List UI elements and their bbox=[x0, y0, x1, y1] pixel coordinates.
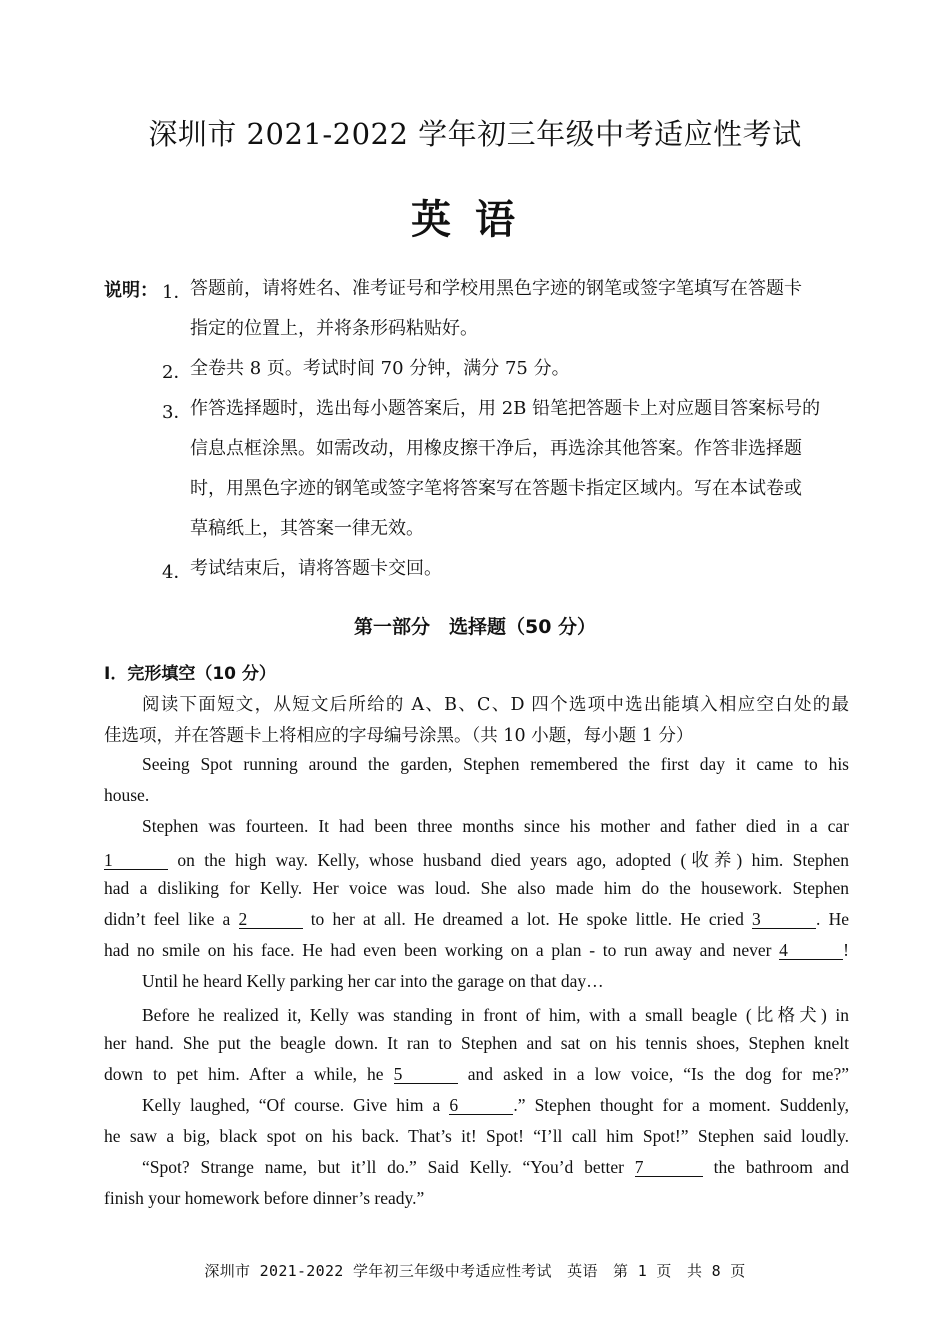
blank-4: 4 bbox=[779, 941, 843, 960]
passage-text: Kelly laughed, “Of course. Give him a bbox=[142, 1095, 450, 1115]
passage-text: . He bbox=[816, 909, 849, 929]
page-footer: 深圳市 2021-2022 学年初三年级中考适应性考试 英语 第 1 页 共 8 页 bbox=[204, 1262, 746, 1280]
passage-line: house. bbox=[104, 785, 150, 805]
passage-text: didn’t feel like a bbox=[104, 909, 239, 929]
passage-line: Seeing Spot running around the garden, Stephen remembered the first day it came to his bbox=[142, 754, 849, 774]
blank-6: 6 bbox=[449, 1096, 513, 1115]
instruction-line: 作答选择题时，选出每小题答案后，用 2B 铅笔把答题卡上对应题目答案标号的 bbox=[190, 398, 821, 419]
blank-5: 5 bbox=[394, 1065, 458, 1084]
passage-line bbox=[104, 1064, 849, 1085]
instruction-line: 信息点框涂黑。如需改动，用橡皮擦干净后，再选涂其他答案。作答非选择题 bbox=[190, 438, 802, 459]
passage-text: down to pet him. After a while, he bbox=[104, 1064, 394, 1084]
passage-line: he saw a big, black spot on his back. That’s it! Spot! “I’ll call him Spot!” Stephen said loudly. bbox=[104, 1126, 849, 1146]
passage-text: .” Stephen thought for a moment. Suddenly, bbox=[513, 1095, 849, 1115]
instruction-number: 3． bbox=[162, 402, 192, 423]
instruction-line: 草稿纸上，其答案一律无效。 bbox=[190, 518, 424, 539]
passage-line: had a disliking for Kelly. Her voice was loud. She also made him do the housework. Stephen bbox=[104, 878, 849, 898]
instruction-number: 4． bbox=[162, 562, 192, 583]
blank-2: 2 bbox=[239, 910, 303, 929]
exam-title: 深圳市 2021-2022 学年初三年级中考适应性考试 bbox=[148, 117, 802, 151]
passage-text: “Spot? Strange name, but it’ll do.” Said Kelly. “You’d better bbox=[142, 1157, 635, 1177]
passage-line bbox=[104, 940, 849, 961]
passage-line: her hand. She put the beagle down. It ran to Stephen and sat on his tennis shoes, Stephen knelt bbox=[104, 1033, 849, 1053]
passage-line: finish your homework before dinner’s ready.” bbox=[104, 1188, 425, 1208]
passage-line bbox=[104, 909, 849, 930]
blank-7: 7 bbox=[635, 1158, 703, 1177]
instruction-line: 时，用黑色字迹的钢笔或签字笔将答案写在答题卡指定区域内。写在本试卷或 bbox=[190, 478, 802, 499]
subject-title: 英语 bbox=[411, 197, 539, 243]
passage-text: and asked in a low voice, “Is the dog for me?” bbox=[457, 1064, 849, 1084]
part-heading: I．完形填空（10 分） bbox=[104, 664, 276, 684]
blank-1: 1 bbox=[104, 851, 168, 870]
passage-line bbox=[104, 847, 849, 872]
instruction-line: 答题前，请将姓名、准考证号和学校用黑色字迹的钢笔或签字笔填写在答题卡 bbox=[190, 278, 802, 299]
passage-text: had no smile on his face. He had even been working on a plan - to run away and never bbox=[104, 940, 780, 960]
passage-line: Until he heard Kelly parking her car into the garage on that day… bbox=[142, 971, 604, 991]
passage-line: Before he realized it, Kelly was standing in front of him, with a small beagle (比格犬) in bbox=[142, 1005, 849, 1025]
instructions-label: 说明： bbox=[104, 280, 158, 301]
passage-line bbox=[142, 1157, 849, 1178]
passage-line bbox=[142, 1095, 849, 1116]
passage-text: ! bbox=[843, 940, 849, 960]
passage-text: the bathroom and bbox=[702, 1157, 849, 1177]
instruction-line: 全卷共 8 页。考试时间 70 分钟，满分 75 分。 bbox=[190, 358, 570, 379]
directions-line: 阅读下面短文，从短文后所给的 A、B、C、D 四个选项中选出能填入相应空白处的最 bbox=[142, 695, 849, 715]
section-heading: 第一部分 选择题（50 分） bbox=[353, 616, 597, 638]
blank-3: 3 bbox=[752, 910, 816, 929]
instruction-line: 考试结束后，请将答题卡交回。 bbox=[190, 558, 442, 579]
instruction-line: 指定的位置上，并将条形码粘贴好。 bbox=[190, 318, 478, 339]
passage-text: on the high way. Kelly, whose husband died years ago, adopted (收养) him. Stephen bbox=[168, 850, 849, 870]
directions-line: 佳选项，并在答题卡上将相应的字母编号涂黑。（共 10 小题，每小题 1 分） bbox=[104, 726, 694, 746]
instruction-number: 2． bbox=[162, 362, 192, 383]
instruction-number: 1． bbox=[162, 282, 192, 303]
passage-text: to her at all. He dreamed a lot. He spoke little. He cried bbox=[302, 909, 753, 929]
passage-line: Stephen was fourteen. It had been three months since his mother and father died in a car bbox=[142, 816, 849, 836]
